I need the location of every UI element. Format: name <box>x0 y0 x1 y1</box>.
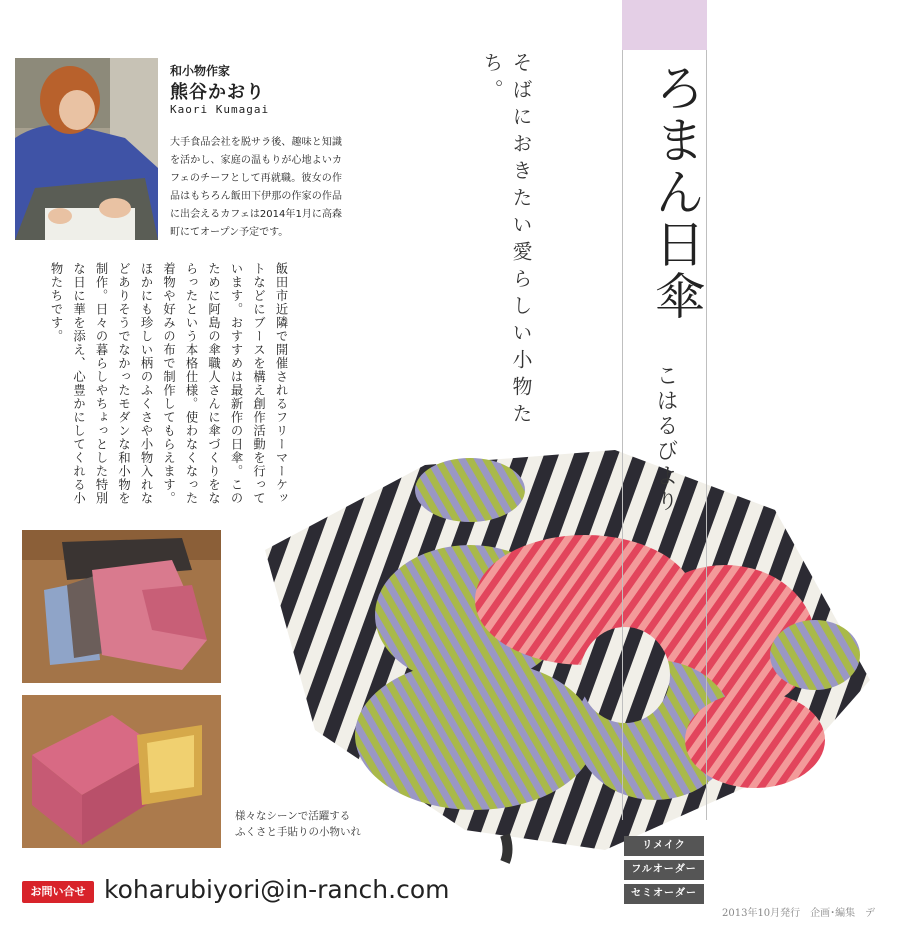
article-body: 飯田市近隣で開催されるフリーマーケットなどにブースを構え創作活動を行っています。おすすめは最新作の日傘。このために阿島の傘職人さんに傘づくりをならったという本格仕様。使わなくなった着物や好みの布で制作してもらえます。ほかにも珍しい柄のふくさや小物入れなどありそうでなかったモダンな和小物を制作。日々の暮らしやちょっとした特別な日に華を添え、心豊かにしてくれる小物たちです。 <box>49 262 288 505</box>
contact-label: お問い合せ <box>22 881 94 903</box>
feature-subtitle: こはるびより <box>653 364 678 514</box>
badge-semi-order: セミオーダー <box>624 884 704 904</box>
title-rule-left <box>622 50 623 820</box>
box-photo <box>22 695 221 848</box>
contact-email-link[interactable]: koharubiyori@in-ranch.com <box>104 875 450 904</box>
artist-name-roman: Kaori Kumagai <box>170 103 270 116</box>
badge-remake: リメイク <box>624 836 704 856</box>
caption-line-2: ふくさと手貼りの小物いれ <box>235 826 361 838</box>
caption-line-1: 様々なシーンで活躍する <box>235 810 351 822</box>
fukusa-photo <box>22 530 221 683</box>
umbrella-photo <box>255 430 875 870</box>
artist-role: 和小物作家 <box>170 64 231 78</box>
footer-credit: 2013年10月発行 企画･編集 デ <box>722 908 876 919</box>
artist-name: 熊谷かおり <box>170 82 265 103</box>
article-tagline: そばにおきたい愛らしい小物たち。 <box>480 52 533 430</box>
badge-full-order: フルオーダー <box>624 860 704 880</box>
feature-title: ろまん日傘 <box>647 62 705 322</box>
artist-bio: 大手食品会社を脱サラ後、趣味と知識を活かし、家庭の温もりが心地よいカフェのチーフとして再就職。彼女の作品はもちろん飯田下伊那の作家の作品に出会えるカフェは2014年1月に高森町にてオープン予定です。 <box>170 137 342 238</box>
title-accent-band <box>622 0 707 50</box>
artist-photo <box>15 58 158 240</box>
